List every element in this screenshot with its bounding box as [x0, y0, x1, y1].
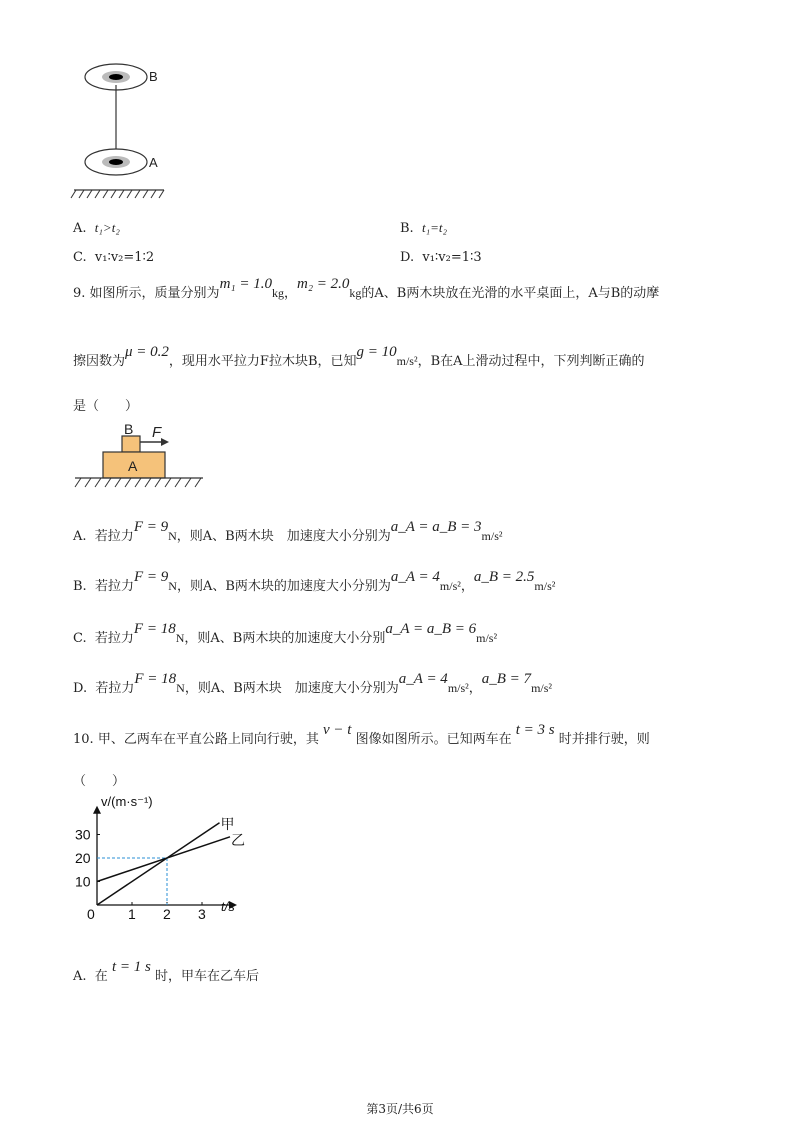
q9-option-b[interactable]: B. 若拉力F = 9N，则A、B两木块的加速度大小分别为a_A = 4m/s²，a_B = 2.5m/s²: [73, 569, 556, 594]
q9-option-d[interactable]: D. 若拉力F = 18N，则A、B两木块 加速度大小分别为a_A = 4m/s²，a_B = 7m/s²: [73, 671, 552, 696]
x-axis-label: t/s: [221, 899, 235, 914]
block-b: [122, 436, 140, 452]
ring-figure: [70, 55, 190, 205]
series-label-1: 甲: [220, 815, 235, 832]
series-line-2: [97, 837, 230, 882]
y-tick-label: 10: [75, 873, 91, 890]
q8-option-a[interactable]: A. t₁>t₂: [73, 220, 120, 236]
y-tick-label: 20: [75, 850, 91, 866]
page-number: 第3页/共6页: [366, 1102, 434, 1116]
series-label-2: 乙: [231, 831, 245, 848]
x-tick-label: 0: [87, 906, 95, 922]
series-line-1: [97, 823, 220, 905]
y-tick-label: 30: [75, 826, 91, 843]
q9-line-3: 是（ ）: [73, 399, 139, 414]
q10-line-1: 10. 甲、乙两车在平直公路上同向行驶，其 v − t 图像如图所示。已知两车在 t = 3 s 时并排行驶，则: [73, 722, 650, 747]
q10-option-a[interactable]: A. 在 t = 1 s 时，甲车在乙车后: [73, 959, 259, 984]
ring-label-a: A: [149, 155, 158, 170]
q9-option-c[interactable]: C. 若拉力F = 18N，则A、B两木块的加速度大小分别a_A = a_B = 6m/s²: [73, 621, 498, 646]
x-tick-label: 1: [128, 906, 136, 922]
q9-option-a[interactable]: A. 若拉力F = 9N，则A、B两木块 加速度大小分别为a_A = a_B = 3m/s²: [73, 519, 503, 544]
q8-option-c[interactable]: C. v₁∶v₂=1∶2: [73, 250, 155, 265]
q9-line-1: 9. 如图所示，质量分别为m₁ = 1.0kg，m₂ = 2.0kg的A、B两木块放在光滑的水平桌面上，A与B的动摩: [73, 276, 660, 301]
x-tick-label: 3: [198, 906, 206, 922]
q8-option-b[interactable]: B. t₁=t₂: [400, 220, 447, 236]
vt-chart: [60, 792, 260, 924]
y-axis-label: v/(m·s⁻¹): [101, 794, 153, 809]
force-label-f: F: [152, 424, 162, 441]
block-figure: [73, 420, 208, 492]
q9-line-2: 擦因数为μ = 0.2，现用水平拉力F拉木块B，已知g = 10m/s²，B在A上滑动过程中，下列判断正确的: [73, 344, 645, 369]
x-tick-label: 2: [163, 906, 171, 922]
y-axis-arrow: [93, 806, 101, 814]
q8-option-d[interactable]: D. v₁∶v₂=1∶3: [400, 250, 482, 265]
block-label-a: A: [128, 458, 138, 474]
ring-label-b: B: [149, 69, 158, 84]
q10-paren: （ ）: [73, 774, 126, 789]
block-label-b: B: [124, 421, 134, 437]
